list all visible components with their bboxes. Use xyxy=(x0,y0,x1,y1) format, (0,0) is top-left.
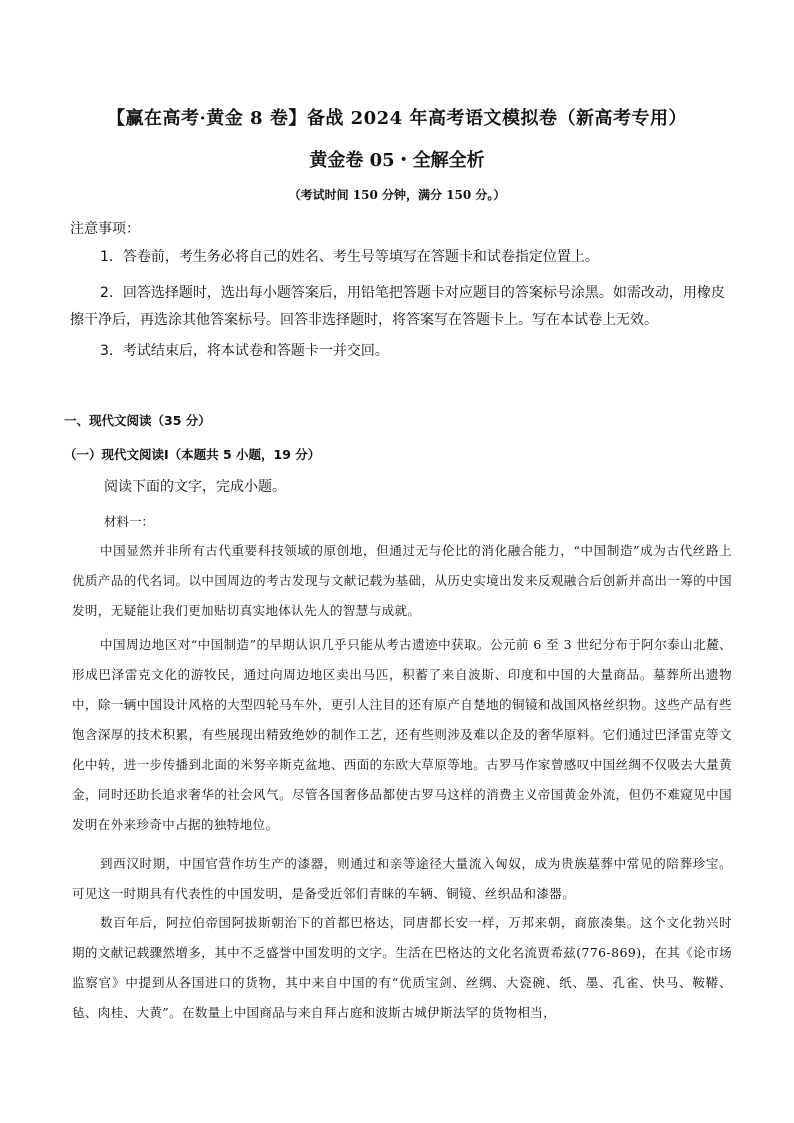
note-item-3: 3．考试结束后，将本试卷和答题卡一并交回。 xyxy=(100,343,389,359)
body-paragraph-2: 中国周边地区对“中国制造”的早期认识几乎只能从考古遗迹中获取。公元前 6 至 3 世纪分布于阿尔泰山北麓、形成巴泽雷克文化的游牧民，通过向周边地区卖出马匹，积蓄了来自波斯、印度和中国的大量商品。墓葬所出遗物中，除一辆中国设计风格的大型四轮马车外，更引人注目的还有原产自楚地的铜镜和战国风格丝织物。这些产品有些饱含深厚的技术积累，有些展现出精致绝妙的制作工艺，还有些则涉及难以企及的奢华原料。它们通过巴泽雷克等文化中转，进一步传播到北面的米努辛斯克盆地、西面的东欧大草原等地。古罗马作家曾感叹中国丝绸不仅吸去大量黄金，同时还助长追求奢华的社会风气。尽管各国奢侈品都使古罗马这样的消费主义帝国黄金外流，但仍不难窥见中国发明在外来珍奇中占据的独特地位。 xyxy=(72,637,732,832)
subsection-heading: （一）现代文阅读Ⅰ（本题共 5 小题，19 分） xyxy=(64,447,321,462)
note-item-2: 2．回答选择题时，选出每小题答案后，用铅笔把答题卡对应题目的答案标号涂黑。如需改动，用橡皮擦干净后，再选涂其他答案标号。回答非选择题时，将答案写在答题卡上。写在本试卷上无效。 xyxy=(70,285,725,328)
exam-time-note: （考试时间 150 分钟，满分 150 分。） xyxy=(288,188,506,202)
notes-heading: 注意事项： xyxy=(70,221,140,237)
body-paragraph-1: 中国显然并非所有古代重要科技领域的原创地，但通过无与伦比的消化融合能力，“中国制造”成为古代丝路上优质产品的代名词。以中国周边的考古发现与文献记载为基础，从历史实境出发来反观融合后创新并高出一筹的中国发明，无疑能让我们更加贴切真实地体认先人的智慧与成就。 xyxy=(72,543,732,618)
reading-instruction: 阅读下面的文字，完成小题。 xyxy=(104,479,286,495)
exam-subtitle: 黄金卷 05・全解全析 xyxy=(309,150,485,171)
note-item-1: 1．答卷前，考生务必将自己的姓名、考生号等填写在答题卡和试卷指定位置上。 xyxy=(100,249,599,265)
body-paragraph-3: 到西汉时期，中国官营作坊生产的漆器，则通过和亲等途径大量流入匈奴，成为贵族墓葬中常见的陪葬珍宝。可见这一时期具有代表性的中国发明，是备受近邻们青睐的车辆、铜镜、丝织品和漆器。 xyxy=(72,856,732,901)
material-heading: 材料一： xyxy=(104,514,155,529)
section-heading: 一、现代文阅读（35 分） xyxy=(64,413,211,428)
body-paragraph-4: 数百年后，阿拉伯帝国阿拔斯朝治下的首都巴格达，同唐都长安一样，万邦来朝，商旅凑集。这个文化勃兴时期的文献记载骤然增多，其中不乏盛誉中国发明的文字。生活在巴格达的文化名流贾希兹(776-869)，在其《论市场监察官》中提到从各国进口的货物，其中来自中国的有“优质宝剑、丝绸、大瓷碗、纸、墨、孔雀、快马、鞍鞯、毡、肉桂、大黄”。在数量上中国商品与来自拜占庭和波斯古城伊斯法罕的货物相当， xyxy=(72,915,732,1020)
exam-title: 【赢在高考·黄金 8 卷】备战 2024 年高考语文模拟卷（新高考专用） xyxy=(107,108,687,129)
